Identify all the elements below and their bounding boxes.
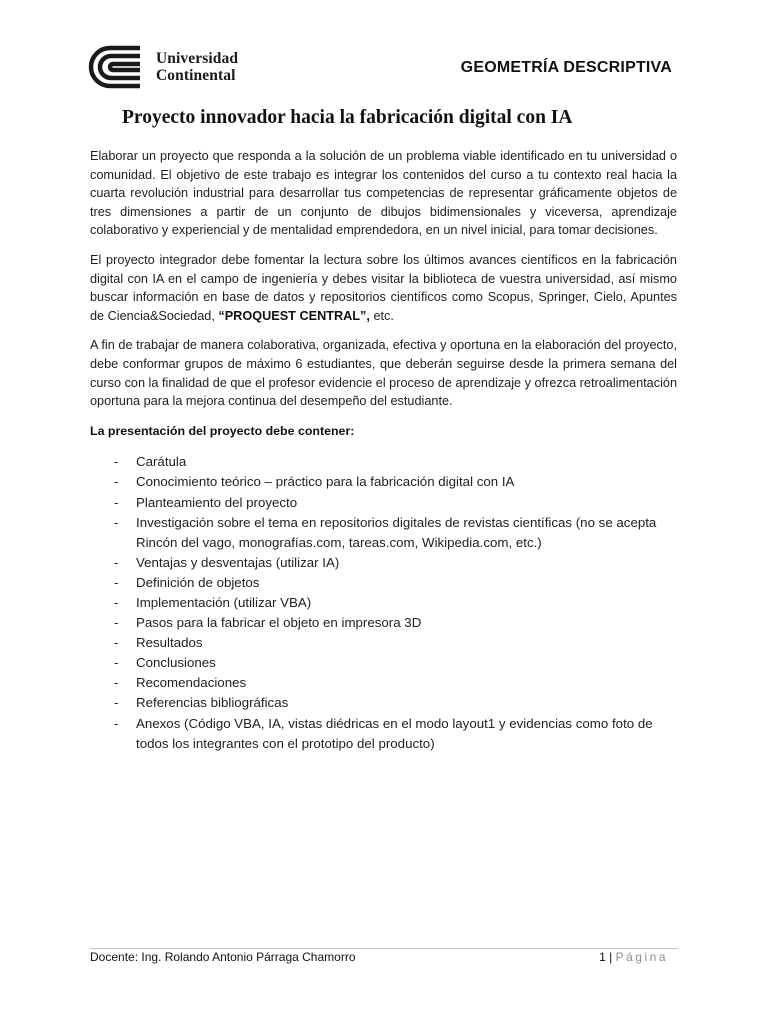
page-header xyxy=(88,40,680,96)
list-item-text: Recomendaciones xyxy=(136,675,247,691)
logo-line-1: Universidad xyxy=(156,50,239,67)
list-item-text: Pasos para la fabricar el objeto en impresora 3D xyxy=(136,615,422,631)
list-dash: - xyxy=(114,474,119,490)
paragraph-objective: Elaborar un proyecto que responda a la solución de un problema viable identificado en tu universidad o comunidad. El objetivo de este trabajo es integrar los contenidos del curso a tu contexto real hacia la cuarta revolución industrial para desarrollar tus competencias de representar gráficamente objetos de tres dimensiones a partir de un conjunto de dibujos bidimensionales y viceversa, aprendizaje colaborativo y experiencial y de mentalidad emprendedora, en un nivel inicial, para tomar decisiones. xyxy=(90,149,677,238)
list-item-text: Definición de objetos xyxy=(136,574,260,590)
list-item-text: Planteamiento del proyecto xyxy=(136,494,298,510)
document-title: Proyecto innovador hacia la fabricación digital con IA xyxy=(122,107,573,128)
list-item xyxy=(114,593,677,613)
list-dash: - xyxy=(114,675,119,691)
list-dash: - xyxy=(114,454,119,470)
footer-divider xyxy=(90,948,678,949)
list-dash: - xyxy=(114,695,119,711)
list-dash: - xyxy=(114,594,119,610)
list-item xyxy=(114,573,677,593)
page-separator: | xyxy=(605,950,616,964)
list-item xyxy=(114,513,677,553)
list-item xyxy=(114,633,677,653)
list-dash: - xyxy=(114,574,119,590)
university-logo xyxy=(88,44,248,90)
list-dash: - xyxy=(114,494,119,510)
list-dash: - xyxy=(114,715,119,731)
footer-page-indicator xyxy=(599,950,668,964)
list-item xyxy=(114,673,677,693)
list-item-text: Conocimiento teórico – práctico para la fabricación digital con IA xyxy=(136,474,515,490)
list-item-text: Ventajas y desventajas (utilizar IA) xyxy=(136,554,340,570)
page-number: 1 xyxy=(599,950,606,964)
section-heading: La presentación del proyecto debe contener: xyxy=(90,423,355,438)
course-title: GEOMETRÍA DESCRIPTIVA xyxy=(460,59,672,76)
university-logo-icon xyxy=(88,44,150,90)
list-item-text: Anexos (Código VBA, IA, vistas diédricas en el modo layout1 y evidencias como foto de todos los integrantes con el prototipo del producto) xyxy=(136,715,653,751)
paragraph-reading xyxy=(90,251,677,325)
list-item xyxy=(114,493,677,513)
list-item xyxy=(114,613,677,633)
list-dash: - xyxy=(114,554,119,570)
document-body xyxy=(90,147,677,754)
paragraph-reading-text: El proyecto integrador debe fomentar la lectura sobre los últimos avances científicos en la fabricación digital con IA en el campo de ingeniería y debes visitar la biblioteca de vuestra universidad, así mismo buscar información en base de datos y repositorios científicos como Scopus, Springer, Cielo, Apuntes de Ciencia&Sociedad, xyxy=(90,252,677,323)
paragraph-reading-end: etc. xyxy=(369,308,394,323)
list-item-text: Resultados xyxy=(136,635,203,651)
list-item xyxy=(114,714,677,754)
paragraph-groups: A fin de trabajar de manera colaborativa, organizada, efectiva y oportuna en la elaboración del proyecto, debe conformar grupos de máximo 6 estudiantes, que deberán seguirse desde la primera semana del curso con la finalidad de que el profesor evidencie el proceso de aprendizaje y ofrezca retroalimentación oportuna para la mejora continua del desempeño del estudiante. xyxy=(90,338,677,409)
list-item xyxy=(114,553,677,573)
list-item xyxy=(114,452,677,472)
list-item xyxy=(114,472,677,492)
list-item-text: Implementación (utilizar VBA) xyxy=(136,594,312,610)
list-item-text: Conclusiones xyxy=(136,655,216,671)
page-label: Página xyxy=(615,950,668,964)
list-item xyxy=(114,693,677,713)
list-item-text: Carátula xyxy=(136,454,187,470)
logo-line-2: Continental xyxy=(156,67,236,84)
university-logo-text xyxy=(156,50,238,84)
list-dash: - xyxy=(114,635,119,651)
proquest-emphasis: “PROQUEST CENTRAL”, xyxy=(218,308,370,323)
contents-list xyxy=(90,452,677,753)
list-dash: - xyxy=(114,615,119,631)
footer-docente: Docente: Ing. Rolando Antonio Párraga Chamorro xyxy=(90,950,356,964)
list-dash: - xyxy=(114,514,119,530)
list-dash: - xyxy=(114,655,119,671)
list-item-text: Investigación sobre el tema en repositorios digitales de revistas científicas (no se acepta Rincón del vago, monografías.com, tareas.com, Wikipedia.com, etc.) xyxy=(136,514,657,550)
list-item xyxy=(114,653,677,673)
list-item-text: Referencias bibliográficas xyxy=(136,695,289,711)
